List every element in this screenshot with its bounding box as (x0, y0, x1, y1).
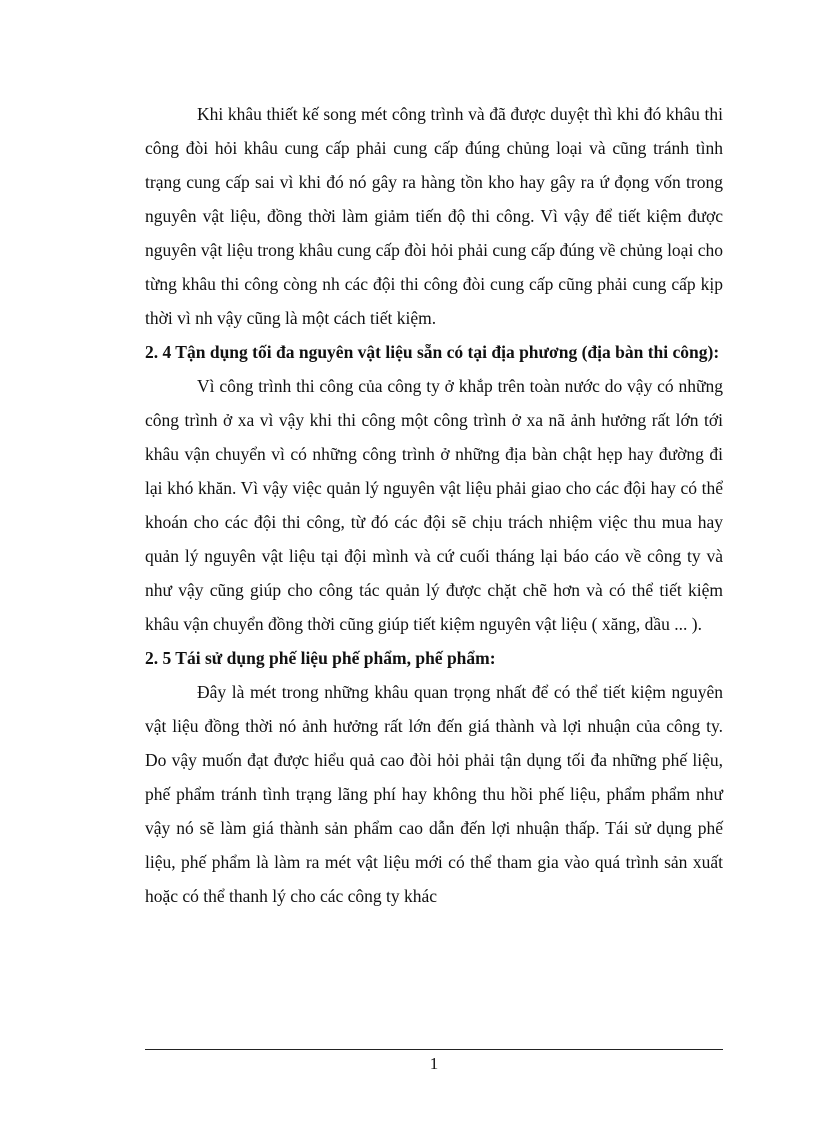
paragraph-scrap-reuse: Đây là mét trong những khâu quan trọng nhất để có thể tiết kiệm nguyên vật liệu đồng thời nó ảnh hưởng rất lớn đến giá thành và lợi nhuận của công ty. Do vậy muốn đạt được hiểu quả cao đòi hỏi phải tận dụng tối đa những phế liệu, phế phẩm tránh tình trạng lãng phí hay không thu hồi phế liệu, phẩm phẩm như vậy nó sẽ làm giá thành sản phẩm cao dẫn đến lợi nhuận thấp. Tái sử dụng phế liệu, phế phẩm là làm ra mét vật liệu mới có thể tham gia vào quá trình sản xuất hoặc có thể thanh lý cho các công ty khác (145, 682, 723, 906)
page-number: 1 (429, 1054, 439, 1073)
heading-section-2-4: 2. 4 Tận dụng tối đa nguyên vật liệu sẵn có tại địa phương (địa bàn thi công): (145, 342, 720, 362)
paragraph-supply-stage: Khi khâu thiết kế song mét công trình và đã được duyệt thì khi đó khâu thi công đòi hỏi khâu cung cấp phải cung cấp đúng chủng loại và cũng tránh tình trạng cung cấp sai vì khi đó nó gây ra hàng tồn kho hay gây ra ứ đọng vốn trong nguyên vật liệu, đồng thời làm giảm tiến độ thi công. Vì vậy để tiết kiệm được nguyên vật liệu trong khâu cung cấp đòi hỏi phải cung cấp đúng về chủng loại cho từng khâu thi công còng nh các đội thi công đòi cung cấp cũng phải cung cấp kịp thời vì nh vậy cũng là một cách tiết kiệm. (145, 104, 723, 328)
paragraph-local-materials: Vì công trình thi công của công ty ở khắp trên toàn nước do vậy có những công trình ở xa vì vậy khi thi công một công trình ở xa nã ảnh hưởng rất lớn tới khâu vận chuyển vì có những công trình ở những địa bàn chật hẹp hay đường đi lại khó khăn. Vì vậy việc quản lý nguyên vật liệu phải giao cho các đội hay có thể khoán cho các đội thi công, từ đó các đội sẽ chịu trách nhiệm việc thu mua hay quản lý nguyên vật liệu tại đội mình và cứ cuối tháng lại báo cáo về công ty và như vậy cũng giúp cho công tác quản lý được chặt chẽ hơn và có thể tiết kiệm khâu vận chuyển đồng thời cũng giúp tiết kiệm nguyên vật liệu ( xăng, dầu ... ). (145, 376, 723, 634)
heading-section-2-5: 2. 5 Tái sử dụng phế liệu phế phẩm, phế phẩm: (145, 648, 496, 668)
page-body (145, 97, 723, 913)
footer-divider (145, 1049, 723, 1050)
